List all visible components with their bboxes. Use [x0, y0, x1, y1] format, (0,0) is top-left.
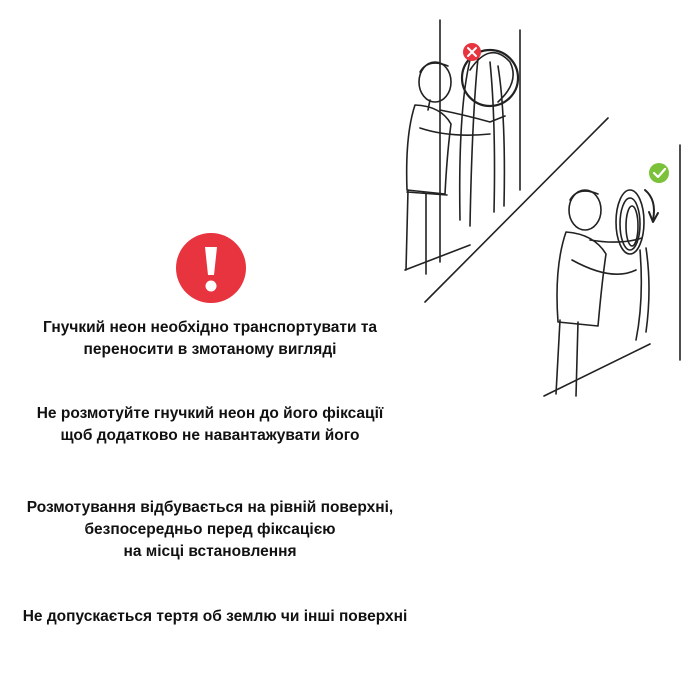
- person-correct: [556, 190, 642, 396]
- instruction-line: щоб додатково не навантажувати його: [60, 427, 360, 444]
- exclamation-icon: [176, 233, 246, 303]
- instruction-line: Не розмотуйте гнучкий неон до його фіксації: [36, 405, 384, 422]
- cross-icon: [463, 43, 481, 61]
- divider-line: [425, 118, 608, 302]
- neon-uncoiled: [460, 53, 513, 226]
- instruction-transport: [20, 317, 400, 361]
- instruction-line: переносити в змотаному вигляді: [83, 341, 337, 358]
- instruction-line: Розмотування відбувається на рівній поверхні,: [26, 499, 394, 516]
- person-wrong: [406, 62, 505, 274]
- instruction-line: Не допускається тертя об землю чи інші поверхні: [22, 608, 408, 625]
- instruction-unwind-location: [20, 497, 400, 563]
- instruction-do-not-unwind: [20, 403, 400, 447]
- check-icon: [649, 163, 669, 183]
- instruction-line: безпосередньо перед фіксацією: [84, 521, 336, 538]
- instruction-line: на місці встановлення: [123, 543, 297, 560]
- neon-coiled: [616, 190, 649, 340]
- instruction-no-friction: [10, 606, 420, 628]
- instruction-line: Гнучкий неон необхідно транспортувати та: [42, 319, 378, 336]
